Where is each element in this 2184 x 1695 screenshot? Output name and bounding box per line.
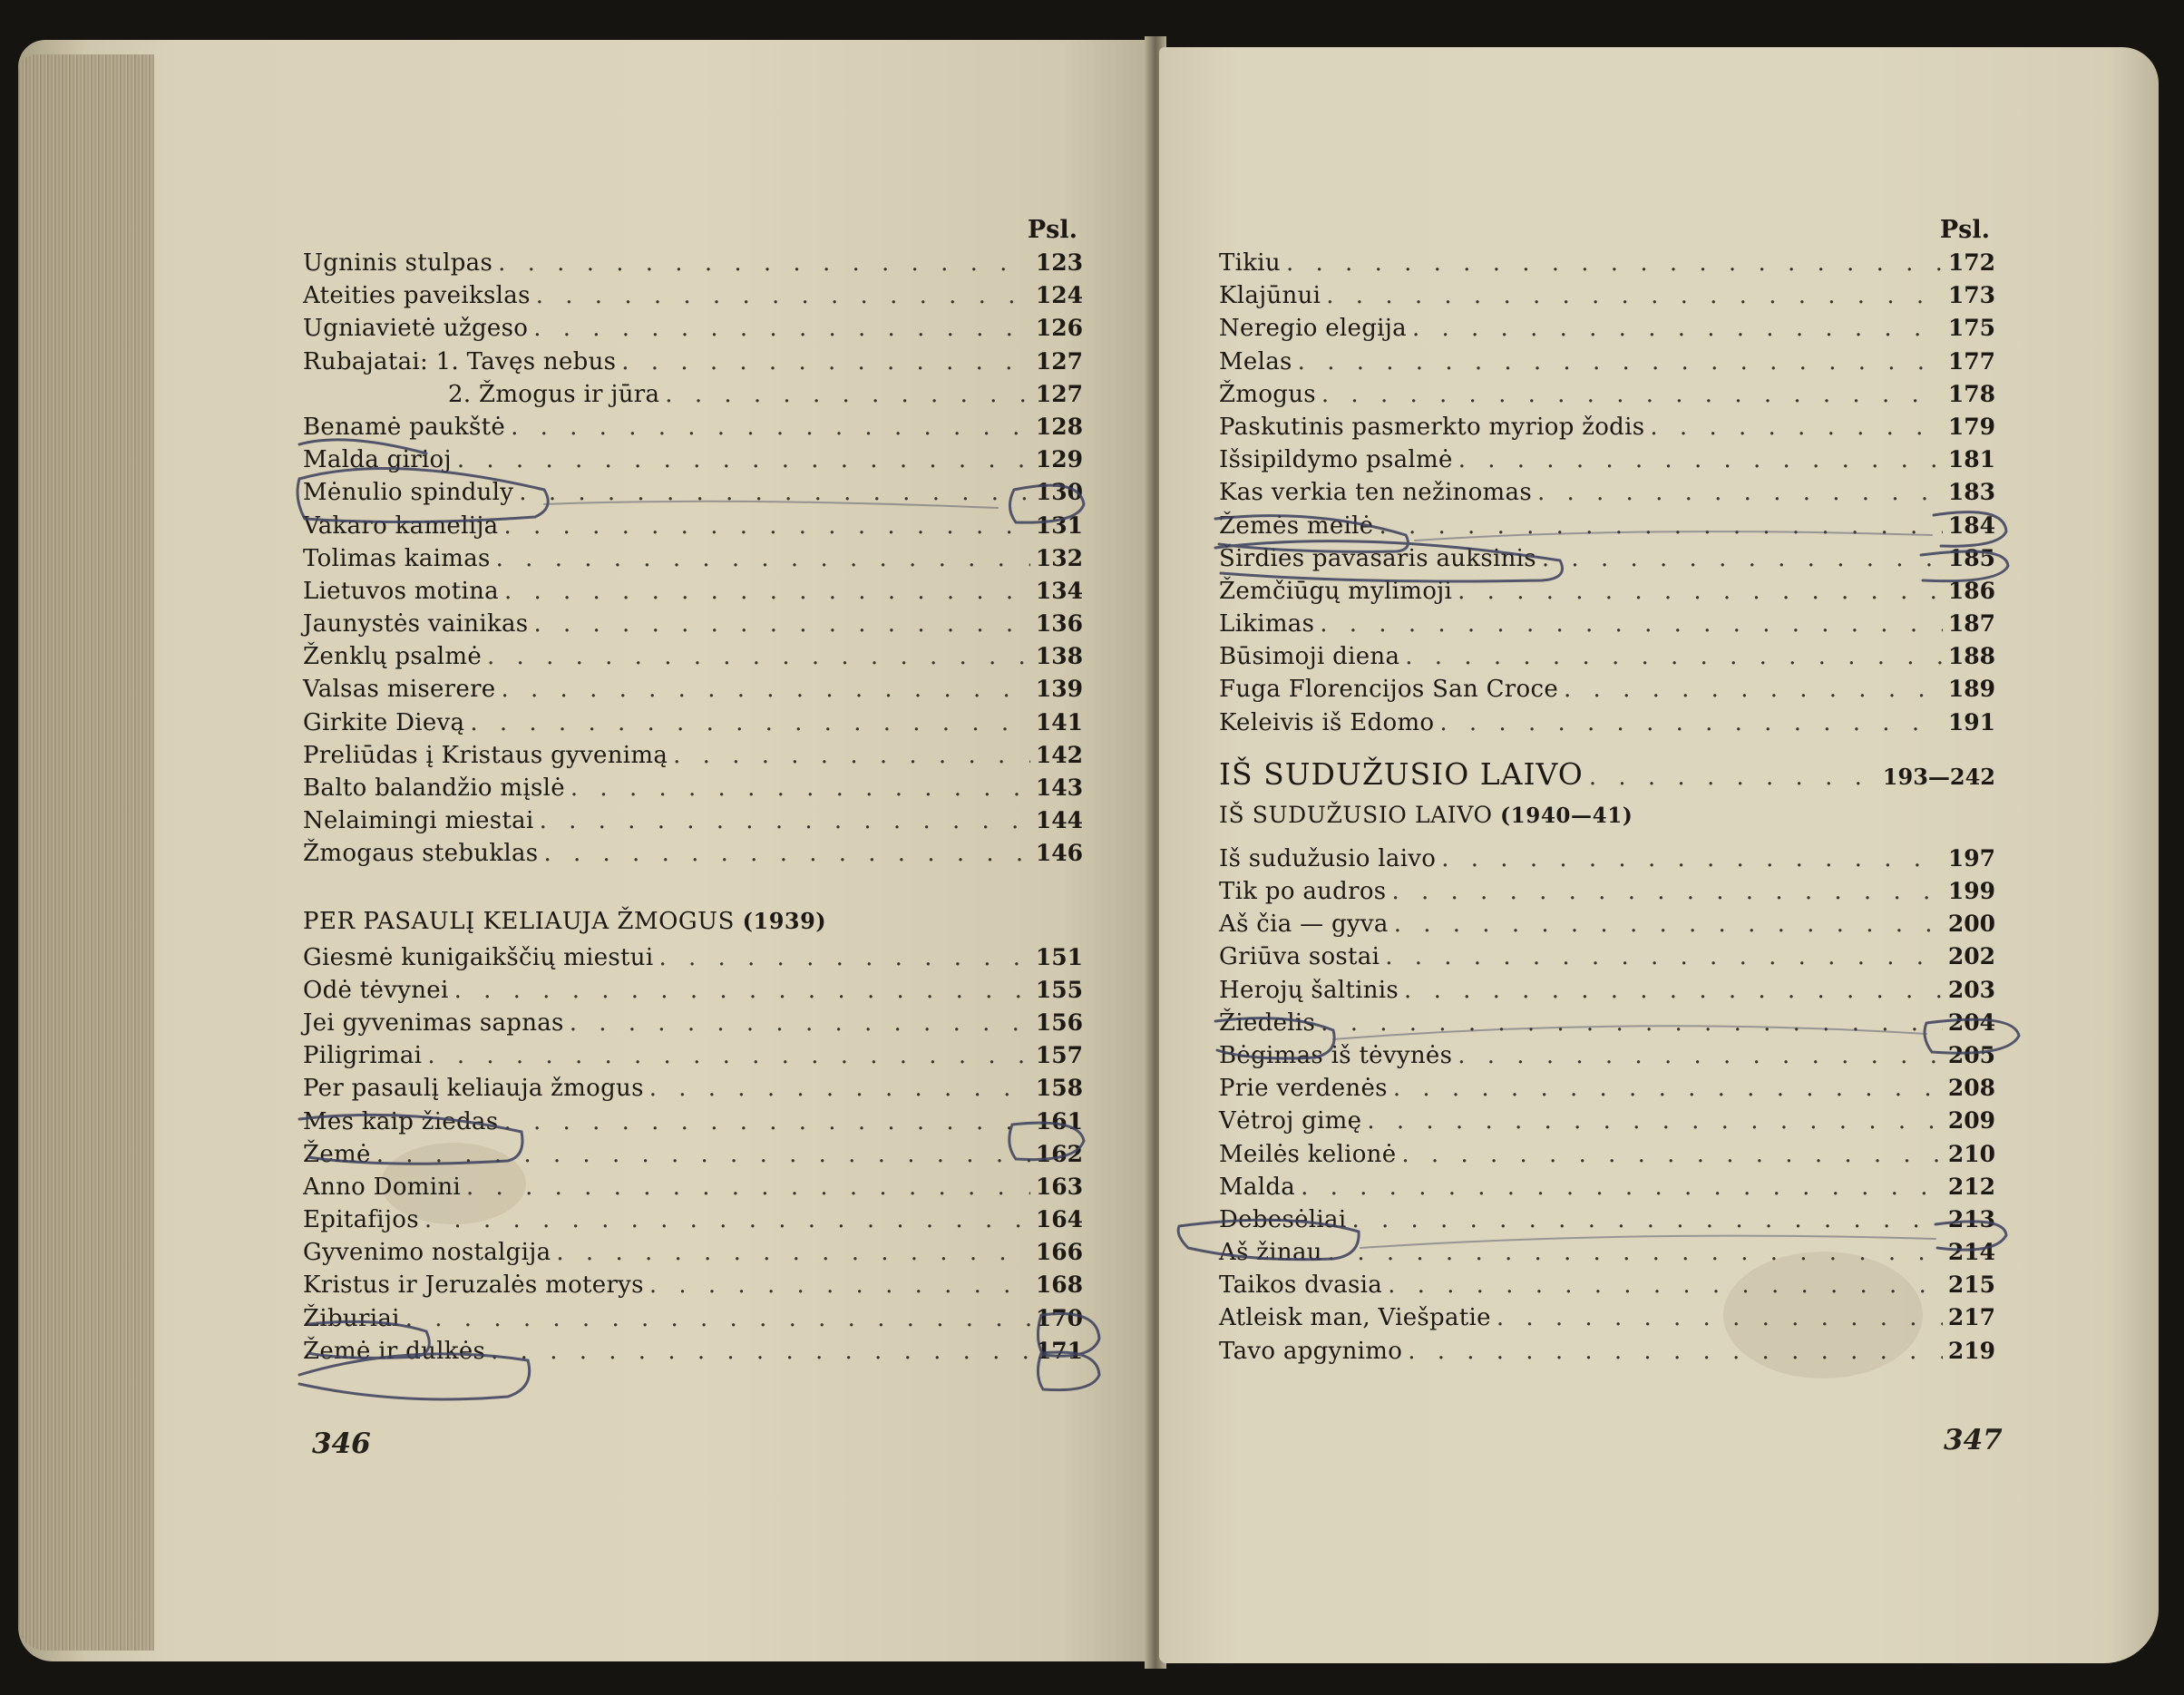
pencil-circle — [297, 468, 548, 521]
toc-entry-page: 203 — [1947, 976, 1995, 1003]
toc-entry-page: 205 — [1947, 1041, 1995, 1068]
toc-entry-title: Ateities paveikslas — [303, 282, 531, 310]
toc-entry-title: Epitafijos — [303, 1206, 419, 1234]
pencil-underline — [299, 440, 426, 453]
toc-entry-page: 175 — [1947, 315, 1995, 342]
pencil-line — [544, 502, 998, 508]
section-title: PER PASAULĮ KELIAUJA ŽMOGUS — [303, 907, 735, 935]
toc-entry-title: Žmogus — [1219, 380, 1316, 408]
toc-entry-title: Vėtroj gimę — [1219, 1107, 1362, 1135]
toc-entry-page: 171 — [1035, 1337, 1083, 1364]
toc-entry-title: Mėnulio spinduly — [303, 479, 514, 507]
toc-entry-title: Taikos dvasia — [1219, 1271, 1383, 1300]
toc-entry-title: Preliūdas į Kristaus gyvenimą — [303, 741, 668, 769]
pencil-circle — [1935, 1222, 2006, 1250]
pencil-circle — [1934, 512, 2006, 547]
toc-entry-title: Tik po audros — [1219, 878, 1387, 905]
section-year: (1939) — [742, 907, 827, 934]
toc-entry-title: Per pasaulį keliauja žmogus — [303, 1075, 644, 1103]
toc-entry-title: Gyvenimo nostalgija — [303, 1239, 551, 1267]
toc-entry-page: 143 — [1035, 774, 1083, 801]
toc-entry-page: 170 — [1035, 1304, 1083, 1331]
toc-entry-title: Fuga Florencijos San Croce — [1219, 676, 1559, 704]
toc-entry-title: 2. Žmogus ir jūra — [448, 380, 660, 408]
toc-entry-title: Piligrimai — [303, 1042, 423, 1070]
toc-entry-page: 139 — [1035, 676, 1083, 703]
toc-entry-title: Kas verkia ten nežinomas — [1219, 479, 1532, 507]
toc-entry-title: Malda girioj — [303, 446, 452, 474]
pencil-circle — [1921, 551, 2008, 581]
toc-entry-title: Girkite Dievą — [303, 708, 465, 736]
toc-entry-page: 128 — [1035, 413, 1083, 440]
page-number-left: 346 — [312, 1427, 371, 1460]
toc-entry-page: 177 — [1947, 347, 1995, 375]
toc-entry-title: Balto balandžio mįslė — [303, 774, 565, 802]
toc-entry-title: Išsipildymo psalmė — [1219, 446, 1453, 474]
toc-entry-page: 209 — [1947, 1107, 1995, 1135]
toc-entry-page: 164 — [1035, 1206, 1083, 1233]
toc-entry-title: Jei gyvenimas sapnas — [303, 1008, 564, 1037]
pencil-line — [1415, 531, 1932, 541]
toc-entry-title: Tolimas kaimas — [303, 544, 491, 572]
toc-entry-page: 200 — [1947, 911, 1995, 938]
pencil-circle — [1009, 485, 1084, 522]
toc-entry-page: 163 — [1035, 1173, 1083, 1200]
big-section-pages: 193—242 — [1882, 763, 1995, 790]
psl-header: Psl. — [1027, 216, 1077, 244]
toc-entry-title: Anno Domini — [303, 1173, 462, 1201]
toc-entry-page: 126 — [1035, 315, 1083, 342]
toc-entry-title: Žemė — [303, 1140, 371, 1168]
toc-entry-title: Aš žinau — [1219, 1239, 1322, 1267]
toc-entry-title: Melas — [1219, 347, 1292, 375]
toc-entry-page: 129 — [1035, 446, 1083, 473]
toc-entry-title: Meilės kelionė — [1219, 1140, 1397, 1168]
toc-entry-title: Ugniavietė užgeso — [303, 315, 529, 343]
toc-entry-page: 127 — [1035, 380, 1083, 407]
toc-entry-title: Likimas — [1219, 610, 1315, 638]
toc-entry-page: 155 — [1035, 976, 1083, 1003]
toc-entry-title: Žiedelis — [1219, 1008, 1316, 1037]
toc-entry-page: 166 — [1035, 1239, 1083, 1266]
toc-entry-page: 217 — [1947, 1304, 1995, 1331]
toc-entry-page: 123 — [1035, 249, 1083, 276]
toc-entry-title: Lietuvos motina — [303, 577, 499, 605]
toc-entry-page: 202 — [1947, 943, 1995, 970]
toc-entry-page: 146 — [1035, 840, 1083, 867]
toc-entry-title: Valsas miserere — [303, 676, 496, 704]
toc-entry-title: Būsimoji diena — [1219, 643, 1400, 671]
toc-entry-title: Paskutinis pasmerkto myriop žodis — [1219, 413, 1645, 441]
toc-entry-page: 189 — [1947, 676, 1995, 703]
pencil-circle — [1178, 1220, 1359, 1260]
toc-entry-page: 191 — [1947, 708, 1995, 735]
toc-entry-page: 136 — [1035, 610, 1083, 638]
pencil-circle — [1215, 516, 1408, 552]
toc-entry-page: 187 — [1947, 610, 1995, 638]
toc-entry-page: 151 — [1035, 943, 1083, 970]
toc-entry-title: Klajūnui — [1219, 282, 1321, 310]
toc-entry-page: 161 — [1035, 1107, 1083, 1135]
toc-entry-title: Žmogaus stebuklas — [303, 840, 539, 868]
toc-entry-title: Neregio elegija — [1219, 315, 1407, 343]
toc-entry-title: Bėgimas iš tėvynės — [1219, 1041, 1453, 1069]
toc-entry-page: 162 — [1035, 1140, 1083, 1167]
toc-entry-title: Malda — [1219, 1173, 1296, 1201]
toc-entry-page: 213 — [1947, 1205, 1995, 1232]
pencil-circle — [299, 1115, 522, 1164]
toc-entry-page: 210 — [1947, 1140, 1995, 1167]
toc-entry-title: Debesėliai — [1219, 1205, 1347, 1233]
toc-entry-title: Rubajatai: 1. Tavęs nebus — [303, 347, 617, 375]
toc-entry-title: Tavo apgynimo — [1219, 1337, 1403, 1365]
toc-entry-page: 179 — [1947, 413, 1995, 440]
toc-entry-page: 186 — [1947, 577, 1995, 604]
toc-entry-page: 156 — [1035, 1008, 1083, 1036]
toc-entry-title: Vakaro kamelija — [303, 511, 499, 540]
toc-entry-title: Prie verdenės — [1219, 1075, 1388, 1103]
toc-entry-page: 208 — [1947, 1075, 1995, 1102]
toc-entry-title: Žiburiai — [303, 1304, 400, 1332]
toc-entry-title: Nelaimingi miestai — [303, 807, 534, 835]
big-section-title: IŠ SUDUŽUSIO LAIVO — [1219, 755, 1584, 792]
toc-entry-page: 183 — [1947, 479, 1995, 506]
toc-entry-page: 188 — [1947, 643, 1995, 670]
pencil-circle — [1038, 1352, 1099, 1390]
toc-entry-title: Aš čia — gyva — [1219, 911, 1389, 939]
pencil-line — [1360, 1236, 1935, 1248]
toc-entry-title: Mes kaip žiedas — [303, 1107, 499, 1135]
toc-entry-title: Tikiu — [1219, 249, 1281, 277]
pencil-circle — [1215, 541, 1563, 581]
toc-entry-title: Griūva sostai — [1219, 943, 1380, 971]
toc-entry-page: 172 — [1947, 249, 1995, 276]
toc-entry-title: Giesmė kunigaikščių miestui — [303, 943, 654, 971]
toc-entry-page: 130 — [1035, 479, 1083, 506]
psl-header: Psl. — [1939, 216, 1990, 244]
toc-entry-page: 132 — [1035, 544, 1083, 571]
pencil-circle — [1215, 1018, 1334, 1058]
pencil-circle — [1925, 1019, 2019, 1053]
toc-entry-title: Odė tėvynei — [303, 976, 449, 1004]
toc-entry-page: 131 — [1035, 511, 1083, 539]
toc-entry-page: 157 — [1035, 1042, 1083, 1069]
toc-entry-title: Herojų šaltinis — [1219, 976, 1399, 1004]
toc-entry-page: 214 — [1947, 1239, 1995, 1266]
toc-entry-title: Ugninis stulpas — [303, 249, 493, 277]
pencil-circle — [308, 1321, 429, 1358]
toc-entry-page: 185 — [1947, 544, 1995, 571]
toc-entry-title: Žemės meilė — [1219, 511, 1374, 540]
toc-entry-title: Benamė paukštė — [303, 413, 506, 441]
toc-entry-page: 181 — [1947, 446, 1995, 473]
toc-entry-title: Žemė ir dulkės — [303, 1337, 486, 1365]
toc-entry-page: 142 — [1035, 741, 1083, 768]
toc-entry-title: Širdies pavasaris auksinis — [1219, 544, 1536, 572]
pencil-circle — [1038, 1313, 1099, 1356]
toc-entry-page: 173 — [1947, 282, 1995, 309]
toc-entry-page: 199 — [1947, 878, 1995, 904]
pencil-circle — [299, 1354, 530, 1399]
toc-entry-title: Ženklų psalmė — [303, 643, 483, 671]
toc-entry-title: Atleisk man, Viešpatie — [1219, 1304, 1491, 1332]
toc-entry-page: 184 — [1947, 511, 1995, 539]
toc-entry-page: 134 — [1035, 577, 1083, 604]
page-number-right: 347 — [1944, 1424, 2003, 1456]
sub-section-title: IŠ SUDUŽUSIO LAIVO — [1219, 801, 1493, 828]
toc-entry-page: 204 — [1947, 1008, 1995, 1036]
pencil-circle — [1009, 1123, 1084, 1159]
toc-entry-title: Žemčiūgų mylimoji — [1219, 577, 1453, 605]
toc-entry-title: Jaunystės vainikas — [303, 610, 529, 638]
pencil-line — [1333, 1026, 1926, 1039]
toc-entry-page: 158 — [1035, 1075, 1083, 1102]
toc-entry-page: 215 — [1947, 1271, 1995, 1299]
toc-entry-page: 178 — [1947, 380, 1995, 407]
sub-section-year: (1940—41) — [1500, 803, 1633, 828]
toc-entry-page: 138 — [1035, 643, 1083, 670]
toc-entry-page: 144 — [1035, 807, 1083, 834]
toc-entry-page: 124 — [1035, 282, 1083, 309]
toc-entry-page: 127 — [1035, 347, 1083, 375]
toc-entry-page: 168 — [1035, 1271, 1083, 1299]
toc-entry-title: Kristus ir Jeruzalės moterys — [303, 1271, 644, 1300]
toc-entry-title: Iš sudužusio laivo — [1219, 844, 1437, 872]
toc-entry-page: 141 — [1035, 708, 1083, 735]
toc-entry-page: 212 — [1947, 1173, 1995, 1200]
toc-entry-page: 197 — [1947, 844, 1995, 872]
toc-entry-page: 219 — [1947, 1337, 1995, 1364]
toc-entry-title: Keleivis iš Edomo — [1219, 708, 1435, 736]
